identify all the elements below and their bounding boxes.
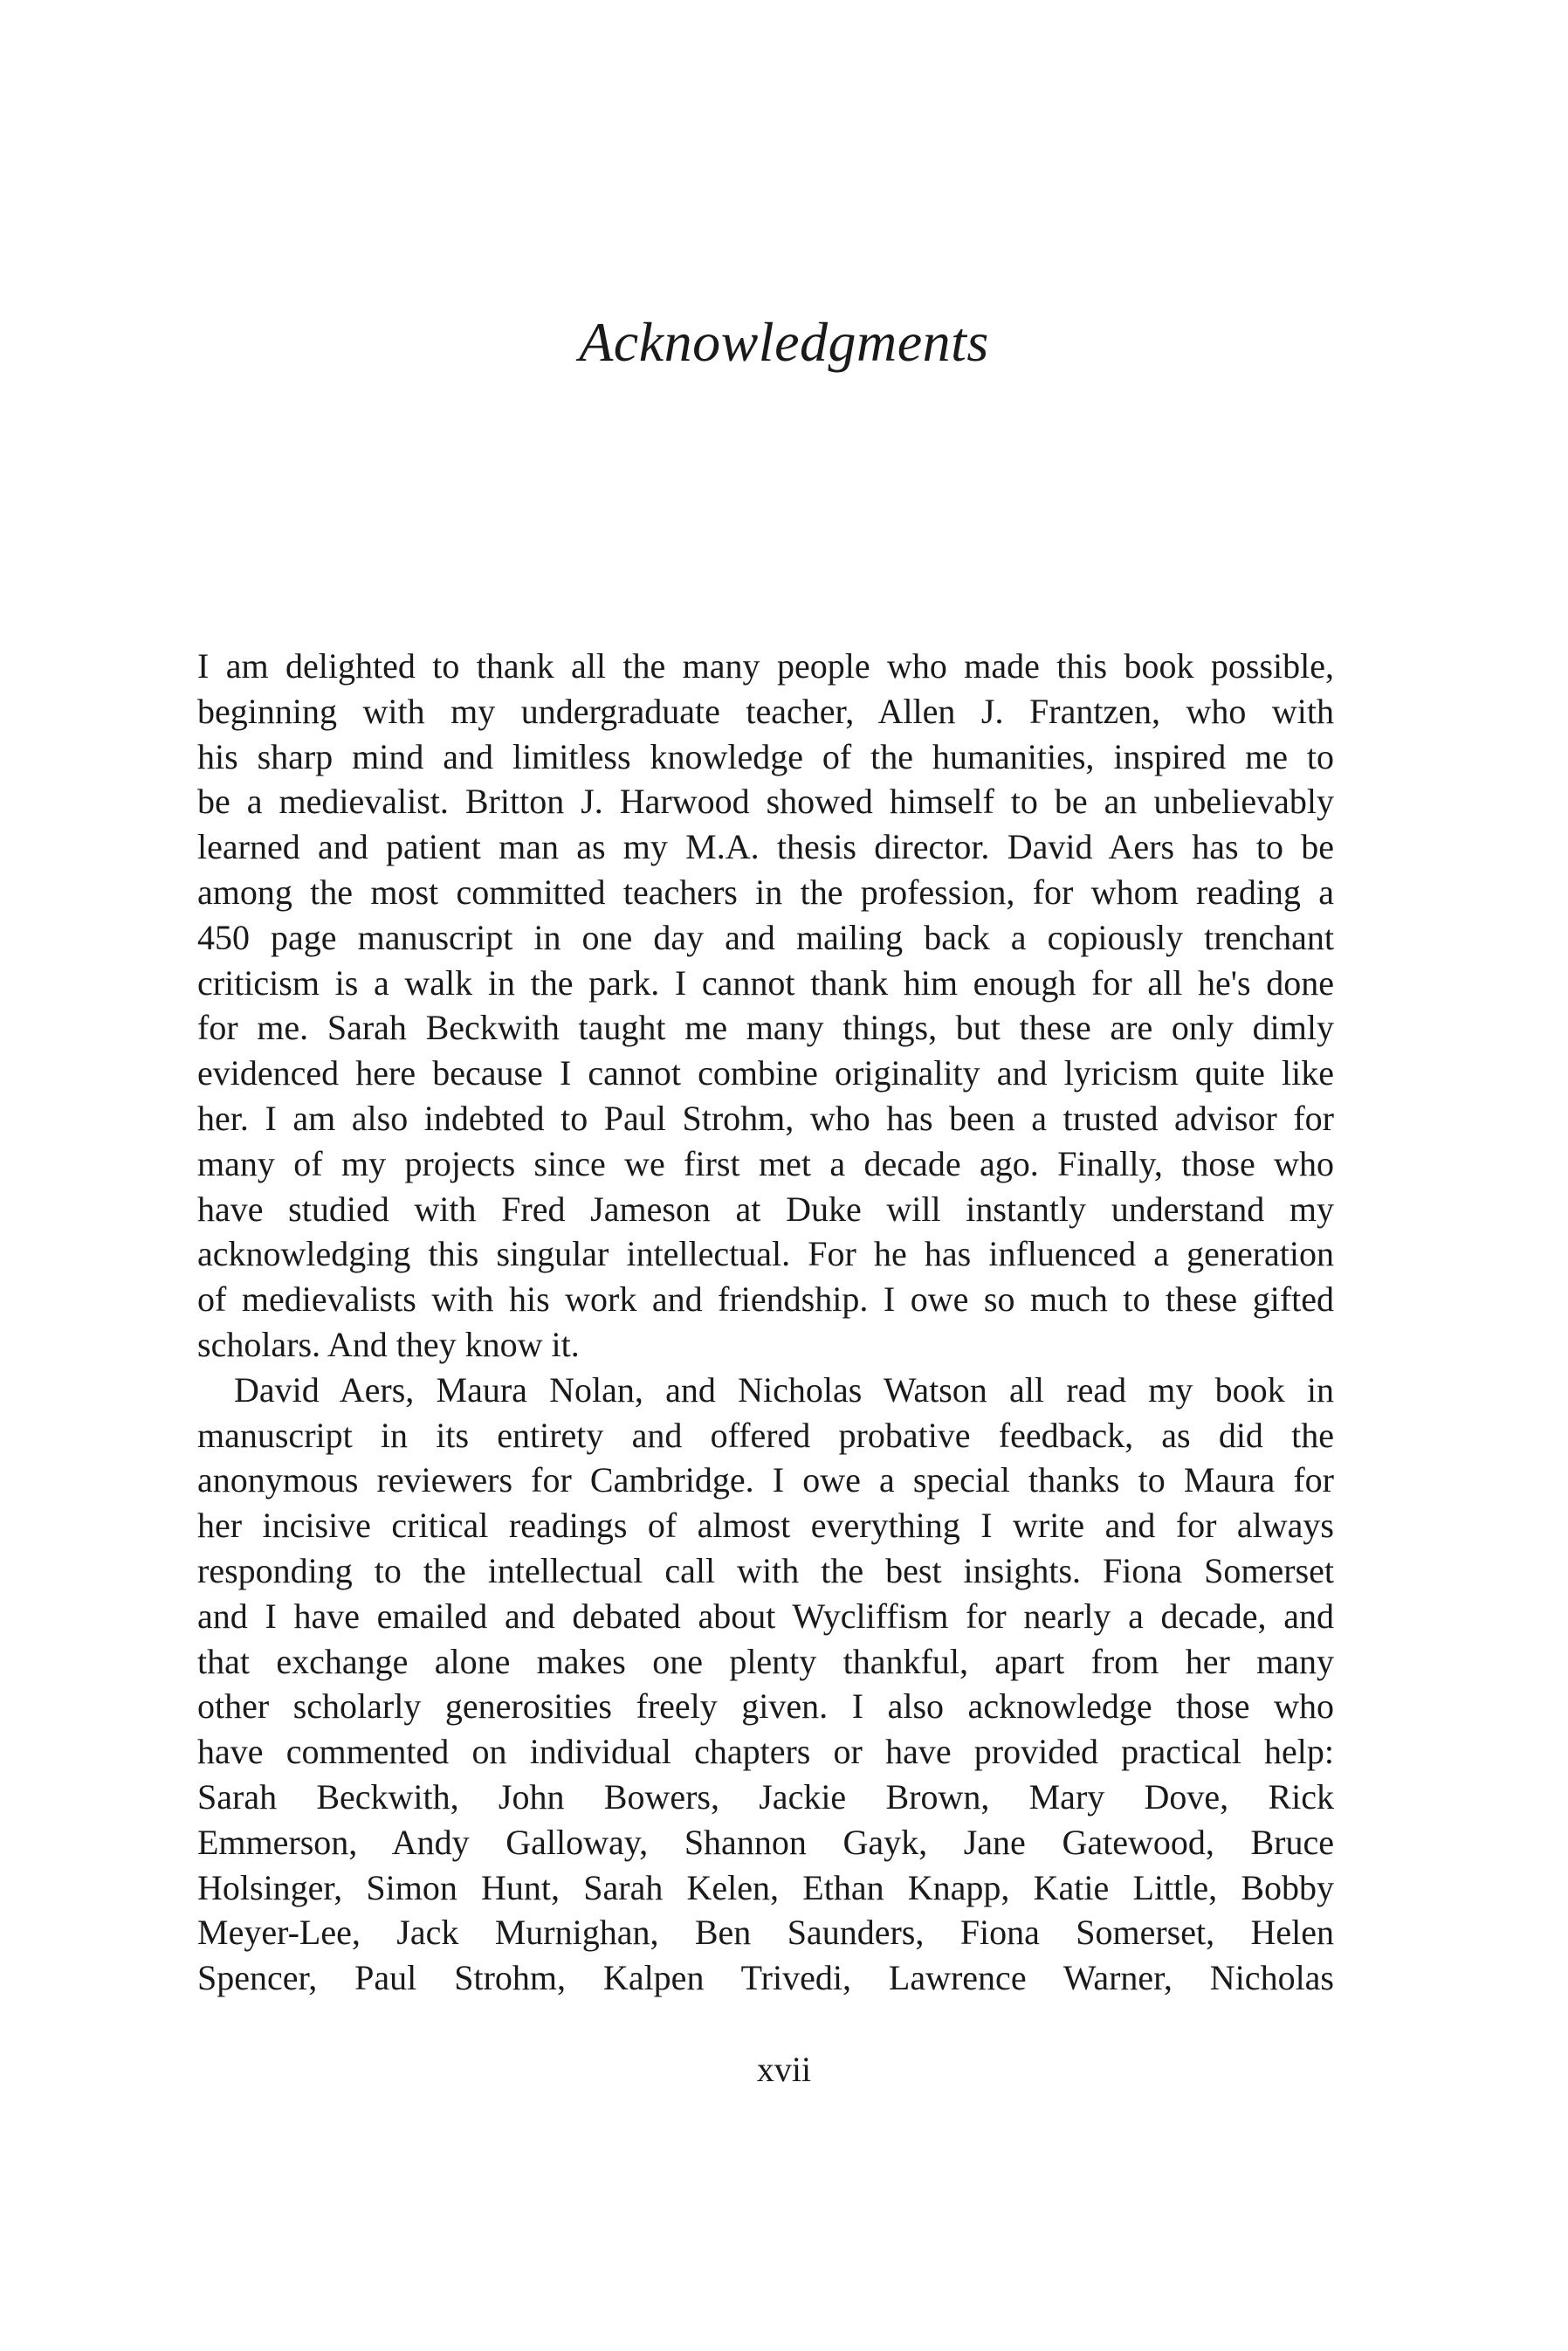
text-line: Emmerson, Andy Galloway, Shannon Gayk, Jane Gatewood, Bruce [197, 1822, 1334, 1862]
page-title: Acknowledgments [579, 311, 989, 373]
text-line: criticism is a walk in the park. I cannot thank him enough for all he's done [197, 962, 1334, 1003]
text-line: Meyer-Lee, Jack Murnighan, Ben Saunders, Fiona Somerset, Helen [197, 1913, 1334, 1953]
paragraph-2 [197, 1368, 1334, 2001]
text-line: and I have emailed and debated about Wycliffism for nearly a decade, and [197, 1596, 1334, 1636]
text-line: for me. Sarah Beckwith taught me many things, but these are only dimly [197, 1008, 1334, 1048]
text-line: beginning with my undergraduate teacher, Allen J. Frantzen, who with [197, 691, 1334, 731]
acknowledgments-body [197, 644, 1334, 2001]
text-line: 450 page manuscript in one day and mailing back a copiously trenchant [197, 917, 1334, 957]
text-line: Sarah Beckwith, John Bowers, Jackie Brown, Mary Dove, Rick [197, 1776, 1334, 1817]
text-line: that exchange alone makes one plenty thankful, apart from her many [197, 1641, 1334, 1681]
paragraph-1 [197, 644, 1334, 1368]
text-line: evidenced here because I cannot combine originality and lyricism quite like [197, 1053, 1334, 1093]
text-line: anonymous reviewers for Cambridge. I owe a special thanks to Maura for [197, 1460, 1334, 1500]
text-line: among the most committed teachers in the profession, for whom reading a [197, 872, 1334, 912]
text-line: David Aers, Maura Nolan, and Nicholas Watson all read my book in [234, 1369, 1334, 1410]
text-line: Holsinger, Simon Hunt, Sarah Kelen, Ethan Knapp, Katie Little, Bobby [197, 1867, 1334, 1907]
text-line: responding to the intellectual call with the best insights. Fiona Somerset [197, 1550, 1334, 1590]
text-line: her incisive critical readings of almost everything I write and for always [197, 1506, 1334, 1546]
text-line: manuscript in its entirety and offered probative feedback, as did the [197, 1415, 1334, 1455]
text-line: be a medievalist. Britton J. Harwood showed himself to be an unbelievably [197, 782, 1334, 822]
text-line: his sharp mind and limitless knowledge of the humanities, inspired me to [197, 736, 1334, 776]
text-line: of medievalists with his work and friendship. I owe so much to these gifted [197, 1279, 1334, 1320]
text-line: I am delighted to thank all the many people who made this book possible, [197, 646, 1334, 686]
text-line: her. I am also indebted to Paul Strohm, who has been a trusted advisor for [197, 1098, 1334, 1138]
page-number: xvii [756, 2050, 812, 2089]
text-line: learned and patient man as my M.A. thesis director. David Aers has to be [197, 827, 1334, 867]
text-line: Spencer, Paul Strohm, Kalpen Trivedi, Lawrence Warner, Nicholas [197, 1958, 1334, 1998]
text-line: other scholarly generosities freely given. I also acknowledge those who [197, 1686, 1334, 1727]
text-line: have commented on individual chapters or have provided practical help: [197, 1732, 1334, 1772]
text-line: have studied with Fred Jameson at Duke will instantly understand my [197, 1189, 1334, 1229]
text-line: many of my projects since we first met a decade ago. Finally, those who [197, 1143, 1334, 1183]
text-line: scholars. And they know it. [197, 1324, 580, 1364]
text-line: acknowledging this singular intellectual. For he has influenced a generation [197, 1234, 1334, 1274]
